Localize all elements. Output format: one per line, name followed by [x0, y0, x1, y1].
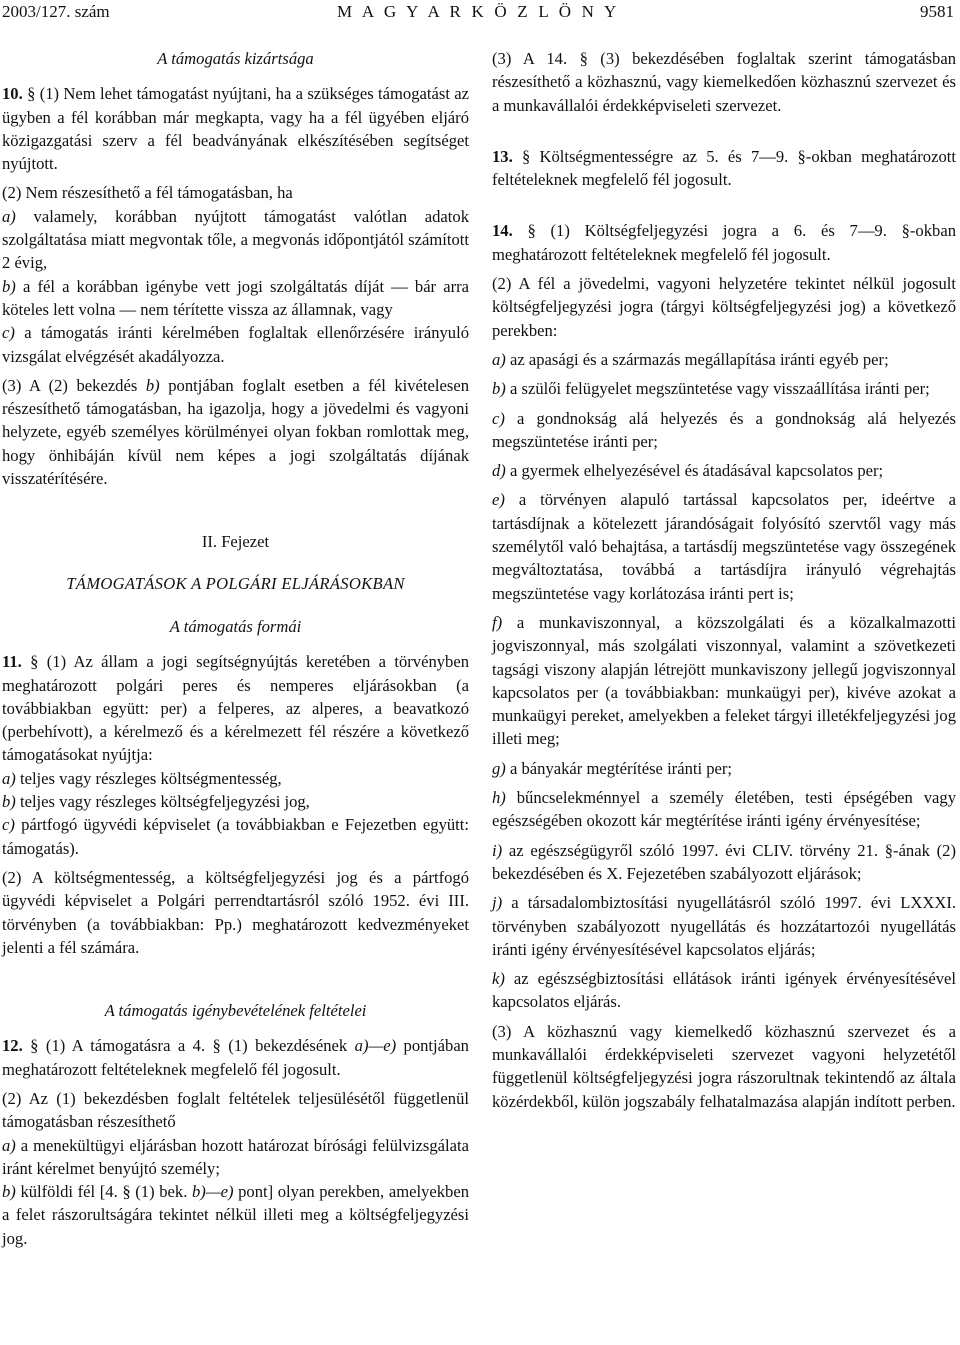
- paragraph-11-2: (2) A költségmentesség, a költségfeljegyzési jog és a pártfogó ügyvédi képviselet a Polgári perrendtartásról szóló 1952. évi III. törvényben (a továbbiakban: Pp.) meghatározott kedvezményeket jelenti a fél számára.: [2, 867, 469, 957]
- issue-number: 2003/127. szám: [2, 2, 110, 21]
- list-item-10-2b: b) a fél a korábban igénybe vett jogi szolgáltatás díját — bár arra köteles lett volna — nem térítette vissza az államnak, vagy: [2, 276, 469, 319]
- paragraph-12-3: (3) A 14. § (3) bekezdésében foglaltak szerint támogatásban részesíthető a közhasznú, vagy kiemelkedően közhasznú szervezet és a munkavállalói érdekképviseleti szervezet.: [492, 49, 956, 115]
- list-item-11c: c) pártfogó ügyvédi képviselet (a továbbiakban e Fejezetben együtt: támogatás).: [2, 815, 469, 858]
- list-item-14j: j) a társadalombiztosítási nyugellátásról szóló 1997. évi LXXXI. törvényben szabályozott nyugellátás és hozzátartozói nyugellátás iránti igény érvényesítésével kapcsolatos eljárás;: [492, 893, 956, 959]
- list-item-14e: e) a törvényen alapuló tartással kapcsolatos per, ideértve a tartásdíjnak a kötelezett járandóságait folyósító szervtől vagy más személytől való behajtása, a tartásdíj megszüntetése vagy összegének megváltoztatása, továbbá a tartásdíjra irányuló végrehajtás megszüntetése vagy korlátozása iránti pert is;: [492, 490, 956, 603]
- paragraph-14-3: (3) A közhasznú vagy kiemelkedő közhasznú szervezet és a munkavállalói érdekképviseleti szervezet vagyoni helyzetétől függetlenül költségfeljegyzési jogra rászorultnak tekintendő az általa közérdekből, külön jogszabály felhatalmazása alapján indított perben.: [492, 1021, 956, 1111]
- section-number: 12.: [2, 1036, 23, 1056]
- section-heading-feltetelei: A támogatás igénybevételének feltételei: [104, 1001, 367, 1021]
- paragraph-14-2: (2) A fél a jövedelmi, vagyoni helyzetére tekintet nélkül jogosult költségfeljegyzési jogra (tárgyi költségfeljegyzési jog) a következő perekben:: [492, 274, 956, 340]
- page-header: [0, 2, 960, 26]
- paragraph-14-1: 14. § (1) Költségfeljegyzési jogra a 6. és 7—9. §-okban meghatározott feltételeknek megfelelő fél jogosult.: [492, 221, 956, 264]
- list-item-14k: k) az egészségbiztosítási ellátások iránti igények érvényesítésével kapcsolatos eljárás.: [492, 969, 956, 1012]
- list-item-10-2c: c) a támogatás iránti kérelmében foglaltak ellenőrzésére irányuló vizsgálat elvégzését akadályozza.: [2, 323, 469, 366]
- section-heading-kizartsag: A támogatás kizártsága: [157, 49, 314, 68]
- list-item-11b: b) teljes vagy részleges költségfeljegyzési jog,: [2, 792, 310, 812]
- list-item-14c: c) a gondnokság alá helyezés és a gondnokság alá helyezés megszüntetése iránti per;: [492, 408, 956, 451]
- chapter-number: II. Fejezet: [201, 532, 270, 552]
- paragraph-10-2: (2) Nem részesíthető a fél támogatásban, ha: [2, 183, 293, 203]
- right-column: [492, 47, 956, 1113]
- list-item-14g: g) a bányakár megtérítése iránti per;: [492, 758, 733, 778]
- chapter-title: TÁMOGATÁSOK A POLGÁRI ELJÁRÁSOKBAN: [66, 573, 405, 593]
- paragraph-11-1: 11. § (1) Az állam a jogi segítségnyújtás keretében a törvényben meghatározott polgári peres és nemperes eljárásokban (a továbbiakban együtt: per) a felperes, az alperes, a beavatkozó (perbehívott), a kérelmező és a kérelmezett fél részére a következő támogatásokat nyújtja:: [2, 652, 469, 765]
- left-column: [2, 47, 469, 1250]
- list-item-10-2a: a) valamely, korábban nyújtott támogatást valótlan adatok szolgáltatása miatt megvontak tőle, a megvonás időpontjától számított 2 évig,: [2, 206, 469, 273]
- list-item-14i: i) az egészségügyről szóló 1997. évi CLIV. törvény 21. §-ának (2) bekezdésében és X. Fejezetében szabályozott eljárások;: [492, 840, 956, 883]
- list-item-14a: a) az apasági és a származás megállapítása iránti egyéb per;: [492, 349, 889, 369]
- section-number: 10.: [2, 84, 23, 104]
- section-heading-formai: A támogatás formái: [169, 616, 302, 636]
- list-item-14f: f) a munkaviszonnyal, a közszolgálati és a közalkalmazotti jogviszonnyal, más szolgálati viszonnyal, valamint a szövetkezeti tagsági viszony alapján létrejött munkaviszony jellegű jogviszonnyal kapcsolatos per (a továbbiakban: munkaügyi per), kivéve azokat a munkaügyi pereket, amelyekben a feleket tárgyi illetékfeljegyzési jog illeti meg;: [492, 612, 956, 749]
- section-number: 14.: [492, 221, 513, 241]
- section-number: 13.: [492, 146, 513, 166]
- paragraph-10-1: 10. § (1) Nem lehet támogatást nyújtani, ha a szükséges támogatást az ügyben a fél korábban már megkapta, vagy ha a fél ügyében eljáró közigazgatási szerv a fél beadványának elkészítésében segítséget nyújtott.: [2, 84, 469, 174]
- journal-title: M A G Y A R K Ö Z L Ö N Y: [337, 2, 620, 21]
- section-number: 11.: [2, 652, 22, 672]
- page-number: 9581: [920, 2, 954, 21]
- paragraph-12-1: 12. § (1) A támogatásra a 4. § (1) bekezdésének a)—e) pontjában meghatározott feltételeknek megfelelő fél jogosult.: [2, 1036, 469, 1079]
- paragraph-10-3: (3) A (2) bekezdés b) pontjában foglalt esetben a fél kivételesen részesíthető támogatásban, ha igazolja, hogy a jövedelmi és vagyoni helyzete, egyéb személyes körülményei olyan fokban romlottak meg, hogy önhibáján kívül nem képes a jogi szolgáltatás díjának visszatérítésére.: [2, 375, 469, 489]
- list-item-14h: h) bűncselekménnyel a személy életében, testi épségében vagy egészségében okozott kár megtérítése iránti igény érvényesítése;: [492, 788, 956, 831]
- paragraph-13: 13. § Költségmentességre az 5. és 7—9. §-okban meghatározott feltételeknek megfelelő fél jogosult.: [492, 146, 956, 190]
- list-item-12-2a: a) a menekültügyi eljárásban hozott határozat bírósági felülvizsgálata iránt kérelmet benyújtó személy;: [2, 1135, 469, 1178]
- list-item-14b: b) a szülői felügyelet megszüntetése vagy visszaállítása iránti per;: [492, 379, 930, 399]
- list-item-12-2b: b) külföldi fél [4. § (1) bek. b)—e) pont] olyan perekben, amelyekben a felet rászorultságára tekintet nélkül illeti meg a költségfeljegyzési jog.: [2, 1182, 469, 1248]
- list-item-14d: d) a gyermek elhelyezésével és átadásával kapcsolatos per;: [492, 461, 884, 481]
- list-item-11a: a) teljes vagy részleges költségmentesség,: [2, 768, 282, 788]
- paragraph-12-2: (2) Az (1) bekezdésben foglalt feltételek teljesülésétől függetlenül támogatásban részesíthető: [2, 1088, 469, 1132]
